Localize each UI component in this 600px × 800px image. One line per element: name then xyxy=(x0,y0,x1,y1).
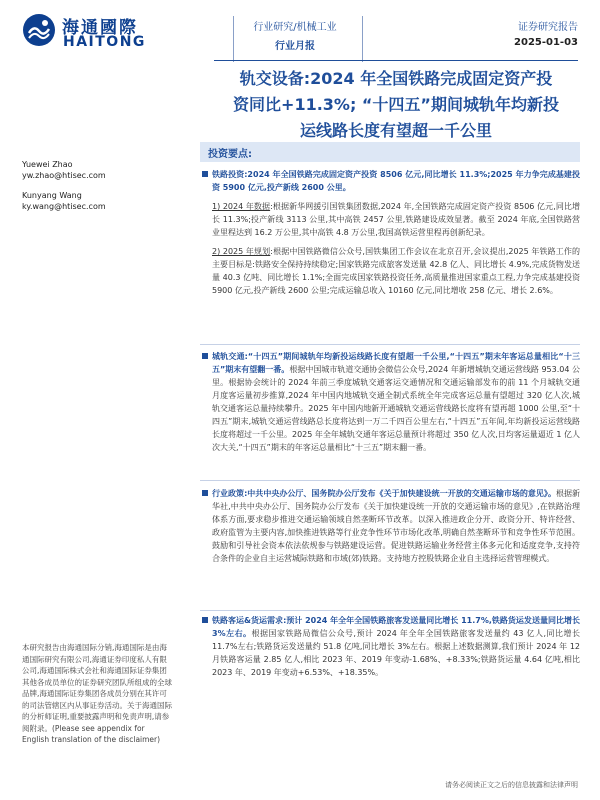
sub-point-2025 xyxy=(200,245,580,297)
section-policy xyxy=(200,487,580,565)
report-title xyxy=(212,66,580,144)
report-type: 行业月报 xyxy=(275,41,315,52)
body-text: 根据中国城市轨道交通协会微信公众号,2024 年新增城轨交通运营线路 953.04 公里。根据协会统计的 2024 年前三季度城轨交通客运交通情况和交通运输部发布的前 11 个月城轨交通月度客运量初步推算,2024 年中国内地城轨交通全制式系统全年完成客运总量有望超过 320 亿人次,城轨交通客运总量持续攀升。2025 年中国内地新开通城轨交通运营线路长度将有望再超 1000 公里,至“十四五”期末,城轨交通运营线路总长度将达到一万二千四百公里左右,“十四五”五年间,年均新投运运营线路长度将超过一千公里。2025 年全年城轨交通年客运总量预计将超过 350 亿人次,日均客运量逼近 1 亿人次大关,“十四五”期末的年客运总量相比“十三五”期末翻一番。 xyxy=(212,365,580,452)
analyst-card xyxy=(22,159,106,181)
sub-point-2024 xyxy=(200,200,580,239)
title-line: 资同比+11.3%; “十四五”期间城轨年均新投 xyxy=(233,95,559,114)
disclaimer-note: 本研究报告由海通国际分销,海通国际是由海通国际研究有限公司,海通证券印度私人有限公司,海通国际株式会社和海通国际证券集团其他各成员单位的证券研究团队所组成的全球品牌,海通国际证券集团各成员分别在其许可的司法管辖区内从事证券活动。关于海通国际的分析师证明,重要披露声明和免责声明,请参阅附录。(Please see appendix for English translation of the disclaimer) xyxy=(22,643,172,744)
sub-label: 2) 2025 年规划 xyxy=(212,247,271,256)
bullet-square-icon xyxy=(202,617,208,623)
sub-text: :根据中国铁路微信公众号,国铁集团工作会议在北京召开,会议提出,2025 年铁路工作的主要目标是:铁路安全保持持续稳定;国家铁路完成旅客发送量 42.8 亿人、同比增长 4.9%,完成货物发送量 40.3 亿吨、同比增长 1.1%;全面完成国家铁路投资任务,高质量推进国家重点工程,力争完成基建投资 5900 亿元,投产新线 2600 公里;完成运输总收入 10160 亿元,同比增收 258 亿元、增长 2.6%。 xyxy=(212,247,580,295)
bullet-square-icon xyxy=(202,490,208,496)
section-paragraph xyxy=(200,487,580,565)
section-lead xyxy=(200,168,580,194)
analyst-email[interactable]: ky.wang@htisec.com xyxy=(22,202,106,211)
report-date: 2025-01-03 xyxy=(514,37,578,48)
report-label: 证券研究报告 xyxy=(518,22,578,33)
key-points-heading: 投资要点: xyxy=(208,149,252,160)
haitong-logo-icon xyxy=(22,13,56,47)
section-paragraph xyxy=(200,350,580,454)
section-divider xyxy=(200,610,580,611)
section-paragraph xyxy=(200,614,580,679)
bullet-square-icon xyxy=(202,171,208,177)
header-divider xyxy=(233,16,234,62)
lead-text: 铁路客运&货运需求:预计 2024 年全年全国铁路旅客发送量同比增长 11.7%,铁路货运发送量同比增长 3%左右。 xyxy=(212,616,580,638)
analyst-name: Yuewei Zhao xyxy=(22,160,73,169)
bullet-square-icon xyxy=(202,353,208,359)
title-line: 轨交设备:2024 年全国铁路完成固定资产投 xyxy=(239,69,553,88)
key-points-bar xyxy=(200,142,580,162)
analyst-email[interactable]: yw.zhao@htisec.com xyxy=(22,171,106,180)
lead-text: 行业政策:中共中央办公厅、国务院办公厅发布《关于加快建设统一开放的交通运输市场的意见》。 xyxy=(212,489,556,498)
section-divider xyxy=(200,480,580,481)
section-divider xyxy=(200,344,580,345)
body-text: 根据新华社,中共中央办公厅、国务院办公厅发布《关于加快建设统一开放的交通运输市场的意见》,在铁路治理体系方面,要求稳步推进交通运输领域自然垄断环节改革。以深入推进政企分开、政资分开、特许经营、政府监管为主要内容,加快推进铁路等行业竞争性环节市场化改革,明确自然垄断环节和竞争性环节范围。鼓励和引导社会资本依法依规参与铁路建设运营。促进铁路运输业务经营主体多元化和适度竞争,支持符合条件的企业自主运营城际铁路和市域(郊)铁路。支持地方控股铁路企业自主选择运营管理模式。 xyxy=(212,489,581,563)
industry-category: 行业研究/机械工业 xyxy=(253,22,337,33)
title-line: 运线路长度有望超一千公里 xyxy=(299,121,492,140)
sub-text: :根据新华网援引国铁集团数据,2024 年,全国铁路完成固定资产投资 8506 亿元,同比增长 11.3%;投产新线 3113 公里,其中高铁 2457 公里,铁路建设成效显著。截至 2024 年底,全国铁路营业里程达到 16.2 万公里,其中高铁 4.8 万公里,我国高铁运营里程再创新纪录。 xyxy=(212,202,581,237)
header-divider xyxy=(362,16,363,62)
lead-text: 铁路投资:2024 年全国铁路完成固定资产投资 8506 亿元,同比增长 11.3%;2025 年力争完成基建投资 5900 亿元,投产新线 2600 公里。 xyxy=(212,170,580,192)
footer-notice: 请务必阅读正文之后的信息披露和法律声明 xyxy=(445,781,578,789)
lead-text: 城轨交通:“十四五”期间城轨年均新投运线路长度有望超一千公里,“十四五”期末年客运总量相比“十三五”期末有望翻一番。 xyxy=(212,352,580,374)
analyst-name: Kunyang Wang xyxy=(22,191,82,200)
sub-label: 1) 2024 年数据 xyxy=(212,202,271,211)
body-text: 根据国家铁路局微信公众号,预计 2024 年全年全国铁路旅客发送量约 43 亿人,同比增长 11.7%左右;铁路货运发送量约 51.8 亿吨,同比增长 3%左右。根据上述数据测算,我们预计 2024 年 12 月铁路客运量 2.85 亿人,相比 2023 年、2019 年变动-1.68%、+8.33%;铁路货运量 4.64 亿吨,相比 2023 年、2019 年变动+6.53%、+18.35%。 xyxy=(212,629,580,677)
section-passenger-freight xyxy=(200,614,580,679)
haitong-logo xyxy=(22,9,152,53)
analyst-card xyxy=(22,190,106,212)
section-urban-rail xyxy=(200,350,580,454)
logo-text-cn: 海通國際 xyxy=(62,18,138,38)
header-rule xyxy=(214,60,578,61)
logo-text-en: HAITONG xyxy=(63,34,146,50)
section-railway-investment xyxy=(200,168,580,297)
